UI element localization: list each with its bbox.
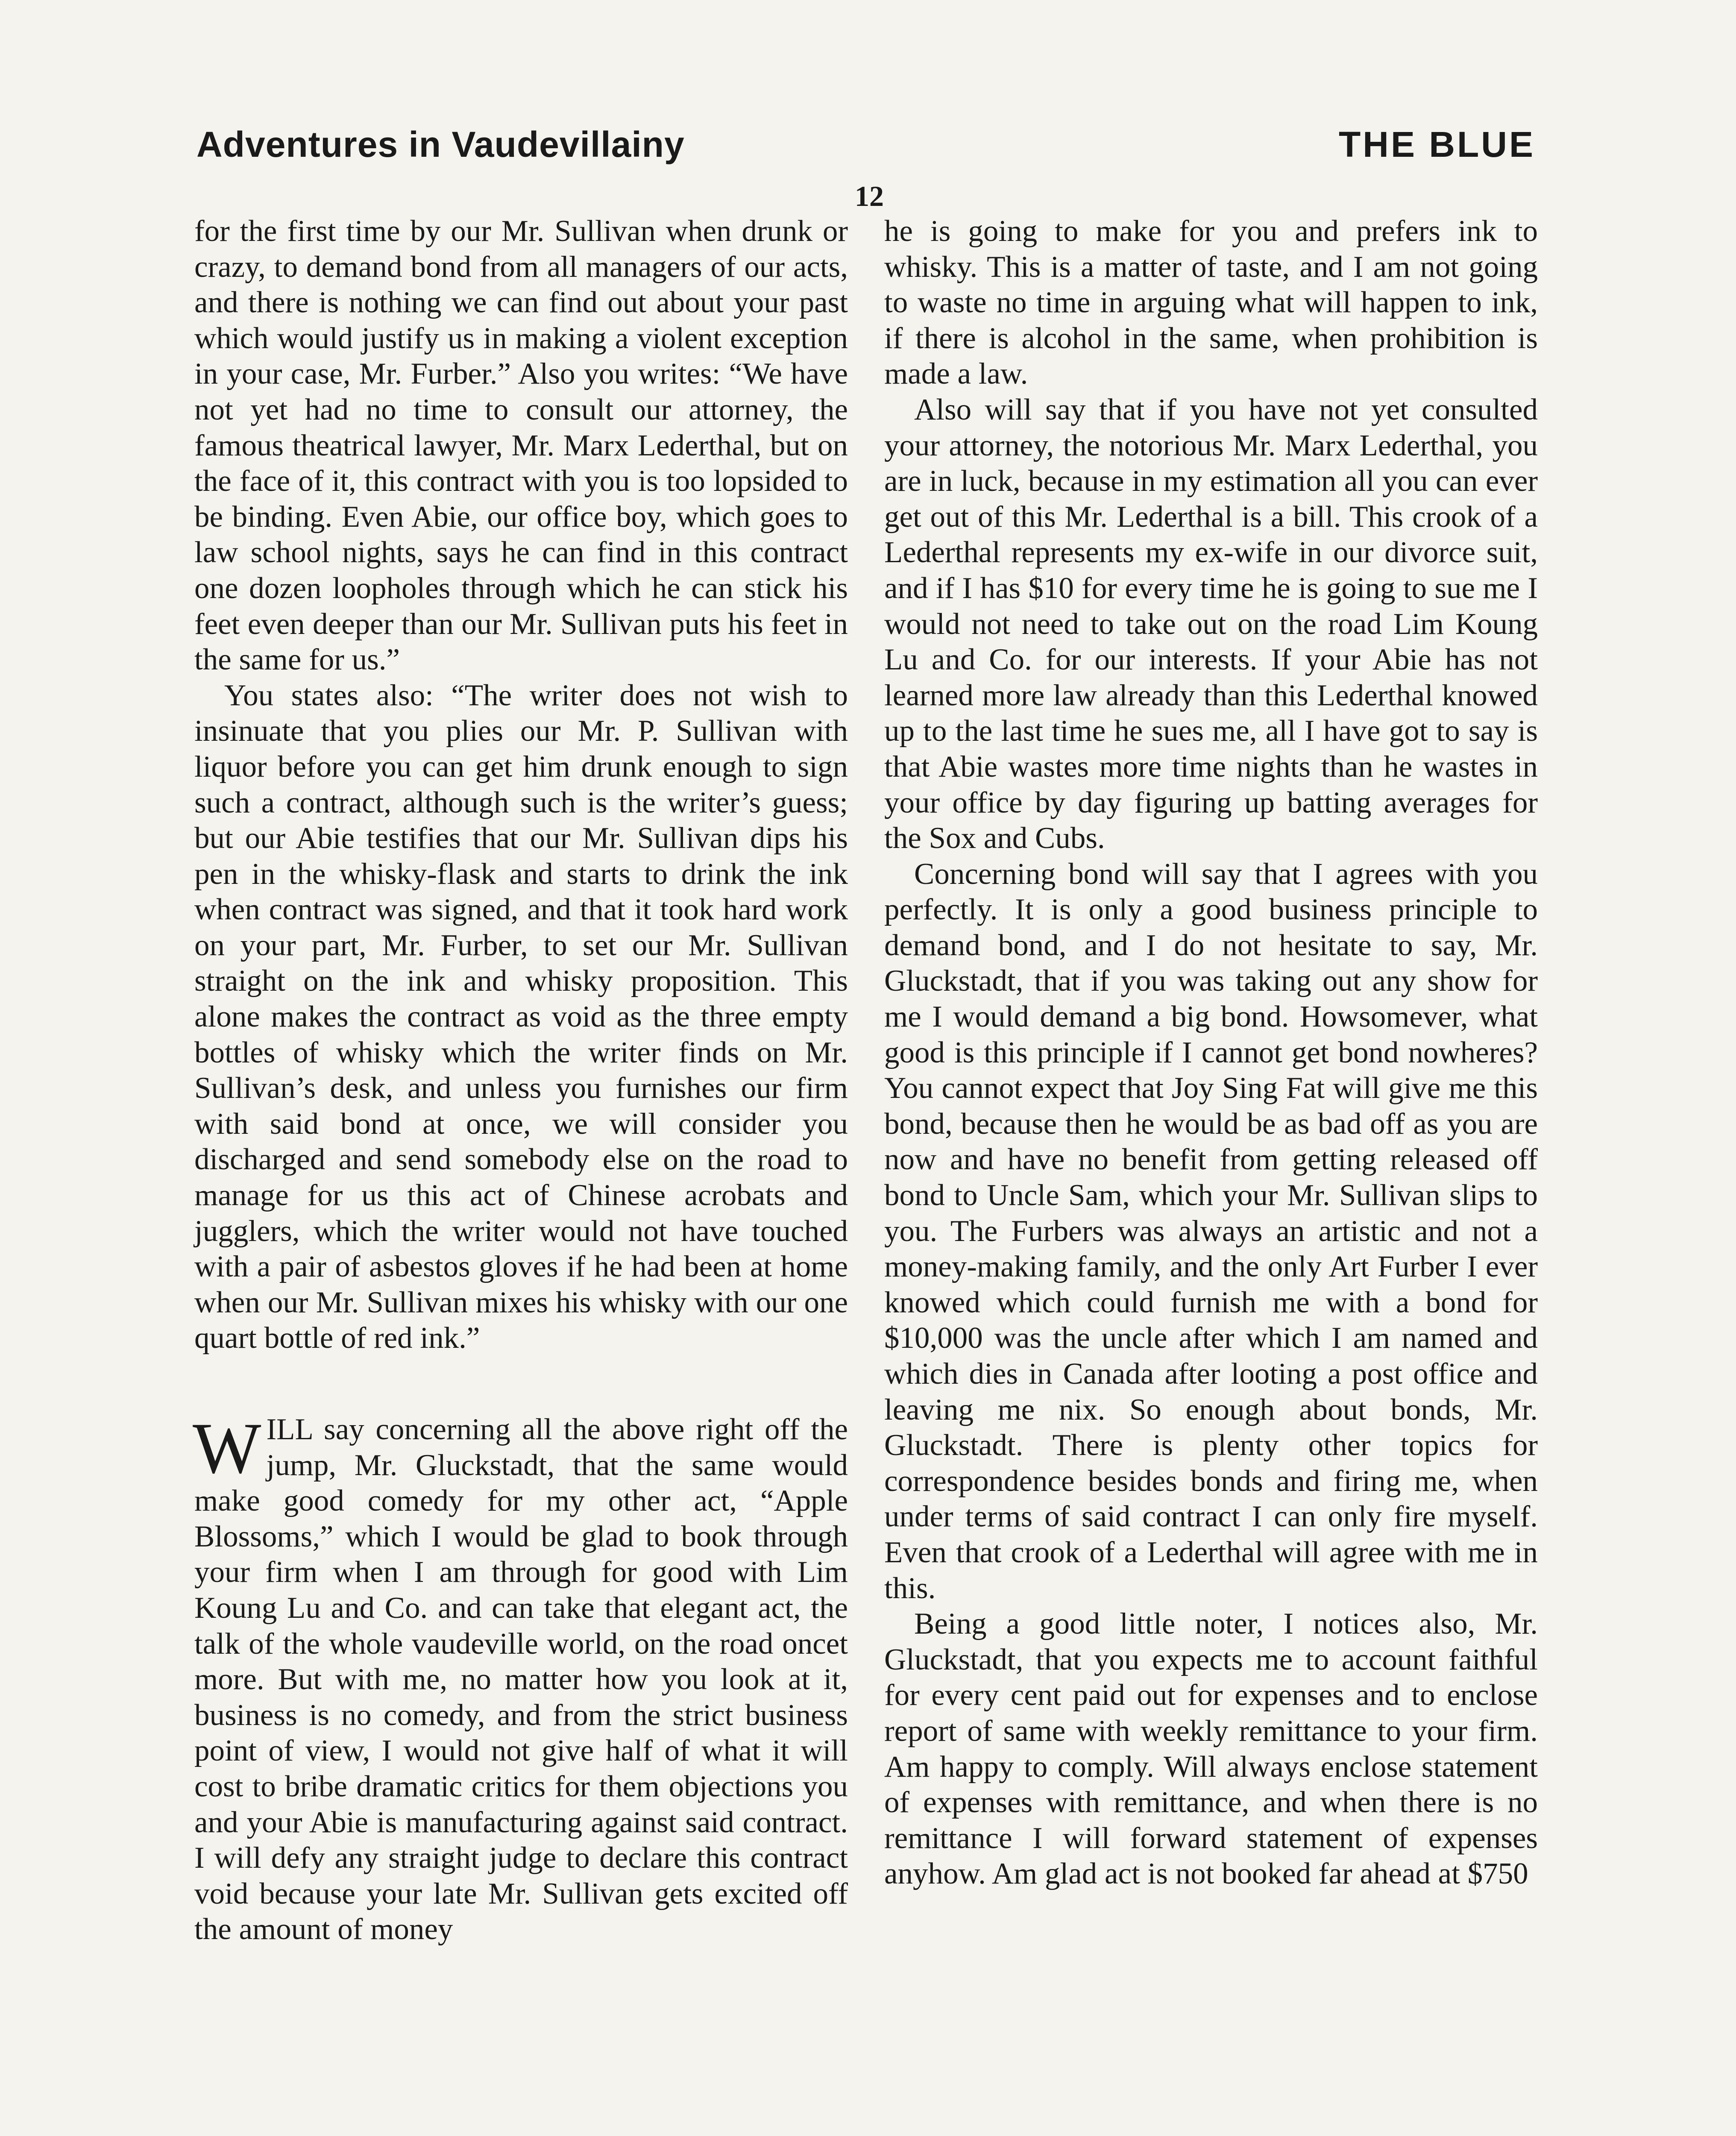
paragraph: Being a good little noter, I notices also, Mr. Gluckstadt, that you expects me to account faithful for every cent paid out for expenses and to enclose report of same with weekly remittance to your firm. Am happy to comply. Will always enclose statement of expenses with remittance, and when there is no remittance I will forward statement of expenses anyhow. Am glad act is not booked far ahead at $750: [884, 1607, 1538, 1891]
paragraph: Concerning bond will say that I agrees with you perfectly. It is only a good business principle to demand bond, and I do not hesitate to say, Mr. Gluckstadt, that if you was taking out any show for me I would demand a big bond. Howsomever, what good is this principle if I cannot get bond nowheres? You cannot expect that Joy Sing Fat will give me this bond, because then he would be as bad off as you are now and have no benefit from getting released off bond to Uncle Sam, which your Mr. Sullivan slips to you. The Furbers was always an artistic and not a money-making family, and the only Art Furber I ever knowed which could furnish me with a bond for $10,000 was the uncle after which I am named and which dies in Canada after looting a post office and leaving me nix. So enough about bonds, Mr. Gluckstadt. There is plenty other topics for correspondence besides bonds and firing me, when under terms of said contract I can only fire myself. Even that crook of a Lederthal will agree with me in this.: [884, 857, 1538, 1605]
section-break: [194, 1356, 848, 1412]
running-title: Adventures in Vaudevillainy: [196, 124, 685, 164]
page-number: 12: [855, 180, 884, 212]
right-column: [884, 214, 1538, 1892]
paragraph: Also will say that if you have not yet consulted your attorney, the notorious Mr. Marx Lederthal, you are in luck, because in my estimation all you can ever get out of this Mr. Lederthal is a bill. This crook of a Lederthal represents my ex-wife in our divorce suit, and if I has $10 for every time he is going to sue me I would not need to take out on the road Lim Koung Lu and Co. for our interests. If your Abie has not learned more law already than this Lederthal knowed up to the last time he sues me, all I have got to say is that Abie wastes more time nights than he wastes in your office by day figuring up batting averages for the Sox and Cubs.: [884, 393, 1538, 855]
running-section: THE BLUE: [1339, 124, 1535, 164]
paragraph: You states also: “The writer does not wish to insinuate that you plies our Mr. P. Sullivan with liquor before you can get him drunk enough to sign such a contract, although such is the writer’s guess; but our Abie testifies that our Mr. Sullivan dips his pen in the whisky-flask and starts to drink the ink when contract was signed, and that it took hard work on your part, Mr. Furber, to set our Mr. Sullivan straight on the ink and whisky proposition. This alone makes the contract as void as the three empty bottles of whisky which the writer finds on Mr. Sullivan’s desk, and unless you furnishes our firm with said bond at once, we will consider you discharged and send somebody else on the road to manage for us this act of Chinese acrobats and jugglers, which the writer would not have touched with a pair of asbestos gloves if he had been at home when our Mr. Sullivan mixes his whisky with our one quart bottle of red ink.”: [194, 678, 848, 1355]
paragraph-with-dropcap: [193, 1408, 848, 1948]
drop-cap: W: [193, 1408, 261, 1488]
left-column: [194, 214, 848, 1948]
paragraph: for the first time by our Mr. Sullivan when drunk or crazy, to demand bond from all managers of our acts, and there is nothing we can find out about your past which would justify us in making a violent exception in your case, Mr. Furber.” Also you writes: “We have not yet had no time to consult our attorney, the famous theatrical lawyer, Mr. Marx Lederthal, but on the face of it, this contract with you is too lopsided to be binding. Even Abie, our office boy, which goes to law school nights, says he can find in this contract one dozen loopholes through which he can stick his feet even deeper than our Mr. Sullivan puts his feet in the same for us.”: [194, 214, 848, 677]
paragraph: he is going to make for you and prefers ink to whisky. This is a matter of taste, and I am not going to waste no time in arguing what will happen to ink, if there is alcohol in the same, when prohibition is made a law.: [884, 214, 1538, 391]
paragraph-text: ILL say concerning all the above right off the jump, Mr. Gluckstadt, that the same would make good comedy for my other act, “Apple Blossoms,” which I would be glad to book through your firm when I am through for good with Lim Koung Lu and Co. and can take that elegant act, the talk of the whole vaudeville world, on the road oncet more. But with me, no matter how you look at it, business is no comedy, and from the strict business point of view, I would not give half of what it will cost to bribe dramatic critics for them objections you and your Abie is manufacturing against said contract. I will defy any straight judge to declare this contract void because your late Mr. Sullivan gets excited off the amount of money: [194, 1413, 848, 1946]
